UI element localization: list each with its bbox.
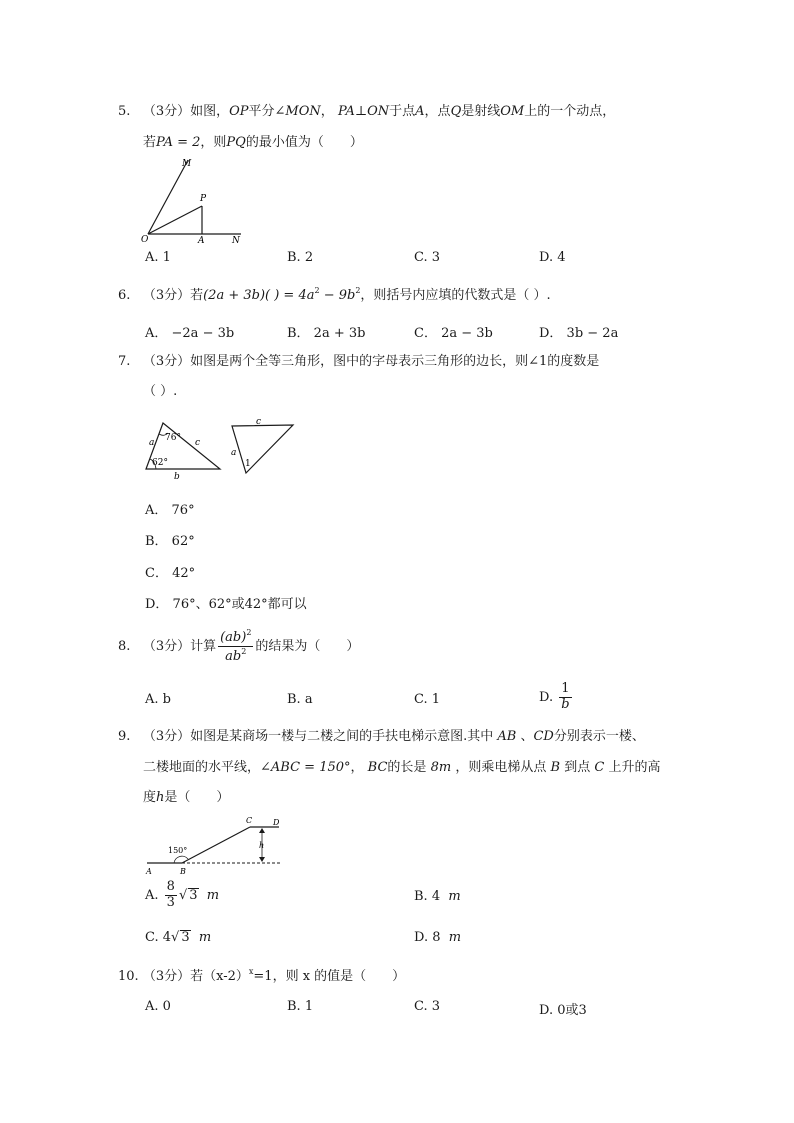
q5-score: （3分） — [142, 104, 191, 119]
q5-text: ，则 — [200, 135, 227, 150]
q10-exponent: x — [248, 967, 254, 976]
q9-option-a-den: 3 — [166, 894, 175, 910]
q10-stem — [118, 967, 405, 985]
q9-escalator-figure — [142, 815, 287, 877]
q7-triangle-right — [232, 425, 293, 473]
q5-label-n: N — [232, 236, 240, 246]
q7-label-a: a — [149, 438, 155, 448]
q5-label-o: O — [141, 235, 149, 245]
q9-text: ， — [350, 760, 364, 775]
q5-text: 如图， — [190, 104, 230, 119]
q5-number: 5. — [118, 104, 131, 119]
q9-text: 、 — [520, 729, 534, 744]
q7-stem-line2: （ ）. — [143, 384, 178, 399]
q9-label-150: 150° — [168, 846, 188, 855]
q10-option-b[interactable]: B. 1 — [287, 999, 314, 1014]
q8-text: 的结果为（ ） — [255, 638, 360, 654]
q8-option-b[interactable]: B. a — [287, 692, 313, 707]
q9-label-b: B — [180, 867, 186, 876]
q5-option-b[interactable]: B. 2 — [287, 250, 314, 265]
q7-option-c[interactable]: C． 42° — [145, 566, 196, 581]
q9-text: 是（ ） — [164, 790, 230, 805]
q6-text: ，则括号内应填的代数式是（ ）. — [360, 288, 551, 303]
q7-label-62: 62° — [152, 458, 168, 468]
q9-number: 9. — [118, 729, 131, 744]
q7-stem-line1 — [118, 354, 599, 370]
q5-label-p: P — [200, 194, 207, 204]
q5-point-q: Q — [450, 104, 462, 119]
q9-option-c-radicand: 3 — [181, 930, 190, 945]
q5-angle: ∠MON — [274, 104, 321, 119]
q6-expression: (2a + 3b)( ) = 4a — [203, 288, 315, 303]
q5-option-d[interactable]: D. 4 — [539, 250, 566, 265]
q6-stem — [118, 286, 551, 304]
q7-option-b[interactable]: B． 62° — [145, 534, 195, 549]
q8-denominator: ab — [225, 648, 242, 664]
q8-score: （3分） — [142, 638, 191, 654]
q9-option-a-label: A. — [145, 887, 159, 903]
q9-label-c: C — [246, 816, 253, 825]
q5-perp: PA⊥ON — [337, 104, 390, 119]
q9-h: h — [156, 790, 165, 805]
q5-point-a: A — [415, 104, 425, 119]
q9-point-c: C — [594, 760, 605, 775]
q9-score: （3分） — [142, 729, 191, 744]
q9-stem-line3 — [143, 790, 229, 806]
q5-label-a: A — [198, 236, 205, 246]
q7-score: （3分） — [142, 354, 191, 369]
q9-option-a[interactable]: A. $\frac{8}{3}$ √ 3 m — [145, 879, 220, 910]
q5-text: 于点 — [389, 104, 416, 119]
q10-option-d[interactable]: D. 0或3 — [539, 1003, 587, 1018]
q9-text: 的长是 — [387, 760, 427, 775]
q5-text: 的最小值为（ ） — [245, 135, 363, 150]
q9-option-a-unit: m — [206, 887, 220, 903]
q6-number: 6. — [118, 288, 131, 303]
q9-cd: CD — [533, 729, 554, 744]
q8-exponent: 2 — [246, 628, 252, 637]
q5-text: ， — [320, 104, 334, 119]
q9-text: 分别表示一楼、 — [553, 729, 645, 744]
q8-option-a[interactable]: A. b — [145, 692, 171, 707]
q8-option-d[interactable] — [539, 682, 574, 713]
q10-text: =1，则 x 的值是（ ） — [253, 969, 406, 984]
q9-text: 上升的高 — [608, 760, 661, 775]
q5-pq: PQ — [226, 135, 246, 150]
q5-option-a[interactable]: A. 1 — [145, 250, 171, 265]
q5-pa-value: PA = 2 — [156, 135, 201, 150]
q9-ab: AB — [497, 729, 517, 744]
q6-option-a[interactable]: A． −2a − 3b — [145, 326, 235, 341]
q9-point-b: B — [550, 760, 561, 775]
q5-op: OP — [229, 104, 249, 119]
q9-option-c[interactable]: C. 4√ 3 m — [145, 930, 212, 945]
q7-label-c: c — [195, 438, 201, 448]
q7-label-c2: c — [256, 417, 262, 427]
q9-text: 如图是某商场一楼与二楼之间的手扶电梯示意图.其中 — [190, 729, 494, 744]
q6-option-c[interactable]: C． 2a − 3b — [414, 326, 493, 341]
q9-stem-line1 — [118, 729, 645, 745]
q8-option-d-label: D. — [539, 689, 554, 705]
q6-expression: − 9b — [319, 288, 356, 303]
q10-option-c[interactable]: C. 3 — [414, 999, 441, 1014]
q8-option-d-den: b — [561, 696, 570, 712]
q9-arrow-up — [259, 828, 265, 833]
q7-label-76: 76° — [165, 433, 181, 443]
q6-option-b[interactable]: B． 2a + 3b — [287, 326, 366, 341]
q9-stem-line2 — [143, 760, 660, 776]
q5-option-c[interactable]: C. 3 — [414, 250, 441, 265]
q10-number: 10. — [118, 969, 139, 984]
q9-bc: BC — [367, 760, 388, 775]
q8-option-d-fraction — [559, 682, 571, 713]
q5-text: 若 — [143, 135, 157, 150]
q9-arrow-down — [259, 857, 265, 862]
q8-text: 计算 — [190, 638, 217, 654]
q6-exponent: 2 — [355, 286, 361, 295]
q5-stem-line1 — [118, 104, 615, 120]
q5-text: 上的一个动点， — [524, 104, 616, 119]
q8-stem — [118, 628, 359, 665]
q8-numerator: (ab) — [220, 630, 247, 645]
q9-text: ，则乘电梯从点 — [455, 760, 547, 775]
q5-text: 是射线 — [461, 104, 501, 119]
q5-label-m: M — [182, 159, 192, 169]
q9-escalator-bc — [182, 827, 250, 863]
q8-number: 8. — [118, 638, 131, 654]
q5-text: ，点 — [424, 104, 451, 119]
q10-text: 若（x-2） — [190, 969, 249, 984]
q9-text: 度 — [143, 790, 157, 805]
q5-ray-om-line — [148, 160, 188, 234]
q8-option-d-num: 1 — [561, 681, 570, 696]
q9-angle: ∠ABC = 150° — [260, 760, 351, 775]
q9-text: 到点 — [564, 760, 591, 775]
q7-number: 7. — [118, 354, 131, 369]
q5-angle-figure — [138, 156, 250, 246]
q5-text: 平分 — [248, 104, 275, 119]
q5-stem-line2 — [143, 135, 363, 151]
q7-label-1: 1 — [245, 459, 251, 469]
q5-ray-om: OM — [500, 104, 525, 119]
q9-option-d-label: D. 8 — [414, 930, 441, 945]
q9-option-d[interactable] — [414, 930, 461, 945]
q6-exponent: 2 — [314, 286, 320, 295]
q8-exponent: 2 — [241, 646, 247, 656]
q7-label-b: b — [174, 472, 180, 482]
q8-option-c[interactable]: C. 1 — [414, 692, 441, 707]
q7-text: 如图是两个全等三角形，图中的字母表示三角形的边长，则∠1的度数是 — [190, 354, 600, 369]
q10-option-a[interactable]: A. 0 — [145, 999, 171, 1014]
q9-option-a-num: 8 — [166, 879, 175, 894]
q7-option-d[interactable]: D． 76°、62°或42°都可以 — [145, 597, 307, 612]
q7-triangles-figure — [138, 413, 303, 483]
q9-option-a-fraction — [165, 880, 177, 911]
q9-option-c-unit: m — [198, 930, 212, 945]
q9-text: 二楼地面的水平线， — [143, 760, 261, 775]
q9-option-d-unit: m — [448, 930, 462, 945]
q9-option-c-label: C. 4 — [145, 930, 172, 945]
q6-text: 若 — [190, 288, 204, 303]
q10-score: （3分） — [142, 969, 191, 984]
q9-option-b-unit: m — [448, 889, 461, 904]
q9-option-b[interactable] — [414, 889, 461, 904]
q9-angle-arc — [174, 856, 188, 863]
q7-option-a[interactable]: A． 76° — [145, 503, 195, 518]
q7-label-a2: a — [231, 448, 237, 458]
q6-option-d[interactable]: D． 3b − 2a — [539, 326, 619, 341]
q9-label-a: A — [146, 867, 152, 876]
q8-fraction — [218, 628, 253, 665]
q9-length: 8m — [430, 760, 452, 775]
q6-score: （3分） — [142, 288, 191, 303]
q9-label-d: D — [273, 818, 280, 827]
q9-option-b-label: B. 4 — [414, 889, 441, 904]
q9-label-h: h — [259, 841, 265, 850]
q9-option-a-radicand: 3 — [189, 887, 198, 903]
